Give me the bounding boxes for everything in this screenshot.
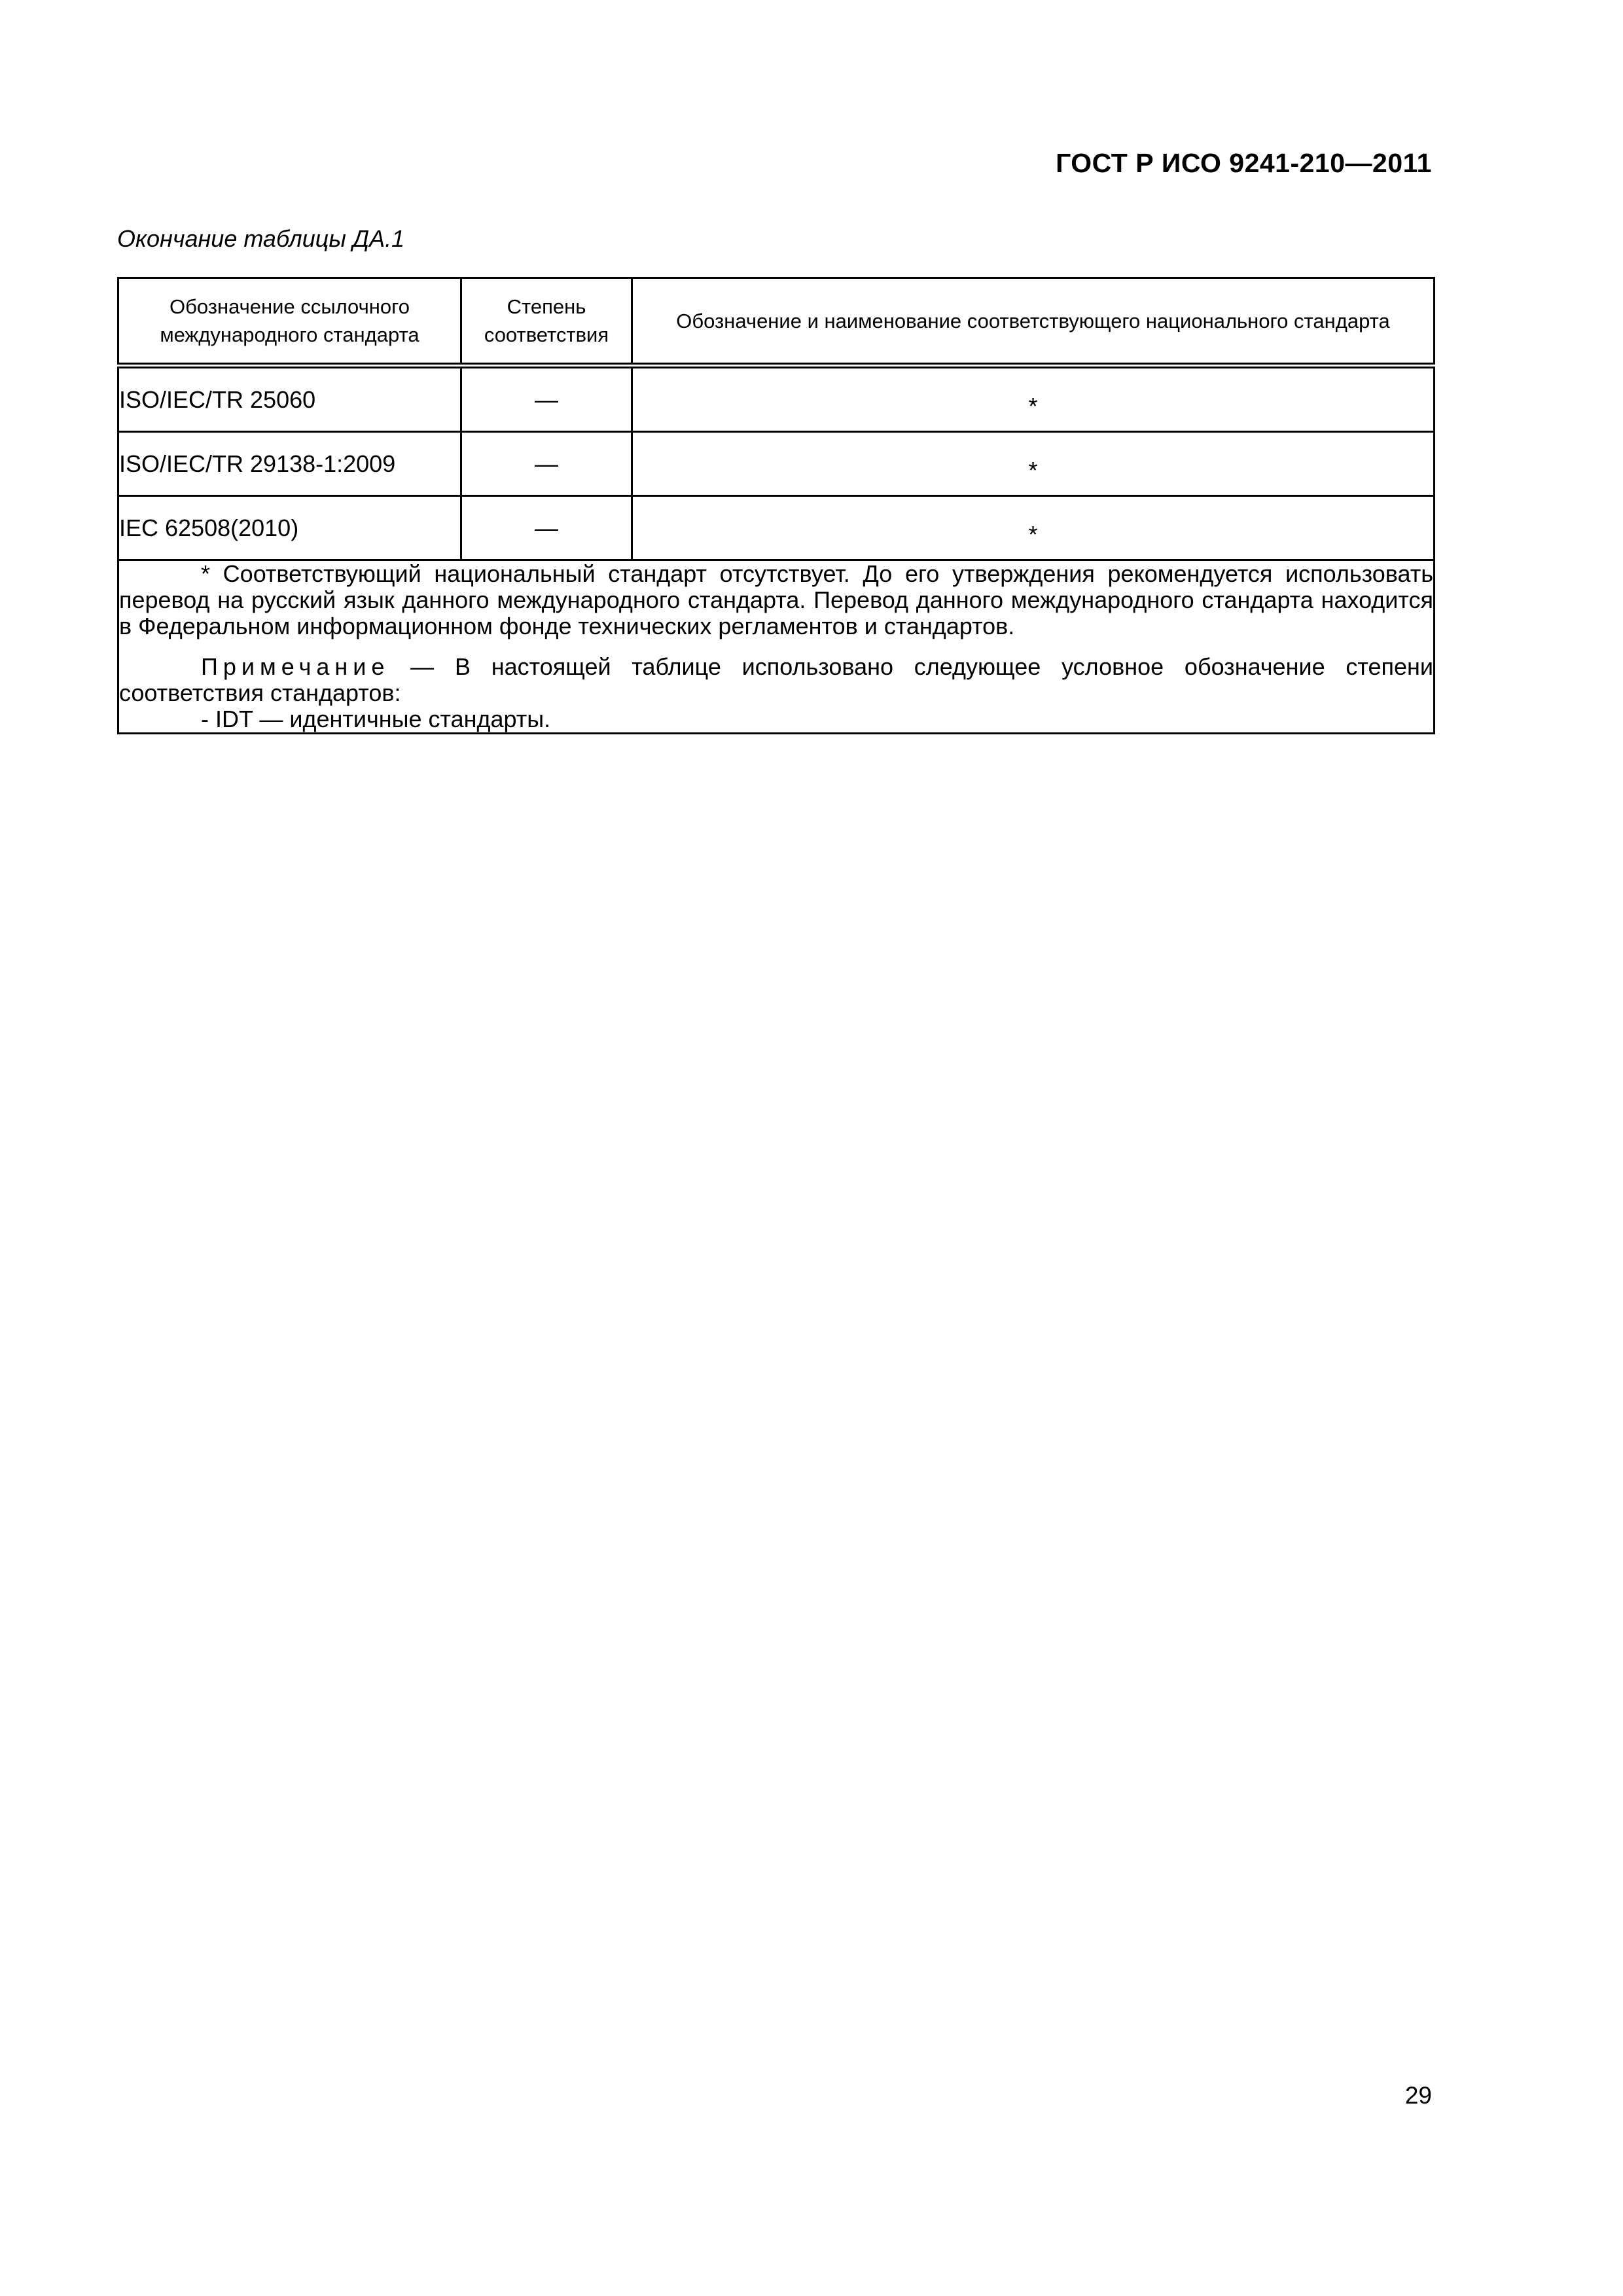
note-text: — В настоящей таблице использовано следующее условное обозначение степени соответствия стандартов: <box>119 653 1433 706</box>
table-row <box>118 432 1435 496</box>
reference-cell: ISO/IEC/TR 29138-1:2009 <box>118 432 461 496</box>
table-header-row <box>118 278 1435 366</box>
reference-standards-table <box>117 277 1435 734</box>
national-cell-text: * <box>1028 456 1038 484</box>
page-number: 29 <box>1404 2082 1432 2109</box>
national-cell <box>632 496 1435 560</box>
national-cell-text: * <box>1028 520 1038 548</box>
reference-cell: IEC 62508(2010) <box>118 496 461 560</box>
national-cell <box>632 366 1435 432</box>
reference-cell: ISO/IEC/TR 25060 <box>118 366 461 432</box>
table-notes-row <box>118 560 1435 734</box>
degree-cell: — <box>461 496 632 560</box>
column-header-degree: Степень соответствия <box>461 278 632 366</box>
table-row <box>118 366 1435 432</box>
degree-cell: — <box>461 366 632 432</box>
note-paragraph <box>119 654 1433 706</box>
degree-cell: — <box>461 432 632 496</box>
column-header-national: Обозначение и наименование соответствующего национального стандарта <box>632 278 1435 366</box>
national-cell-text: * <box>1028 392 1038 420</box>
note-item: - IDT — идентичные стандарты. <box>201 706 551 732</box>
table-row <box>118 496 1435 560</box>
table-caption: Окончание таблицы ДА.1 <box>117 225 405 252</box>
national-cell <box>632 432 1435 496</box>
column-header-reference: Обозначение ссылочного международного стандарта <box>118 278 461 366</box>
note-label: Примечание <box>201 653 390 680</box>
standard-code-header: ГОСТ Р ИСО 9241-210—2011 <box>1056 148 1432 178</box>
footnote-text: * Соответствующий национальный стандарт отсутствует. До его утверждения рекомендуется использовать перевод на русский язык данного международного стандарта. Перевод данного международного стандарта находится в Федеральном информационном фонде технических регламентов и стандартов. <box>119 560 1433 639</box>
table-notes-cell <box>118 560 1435 734</box>
